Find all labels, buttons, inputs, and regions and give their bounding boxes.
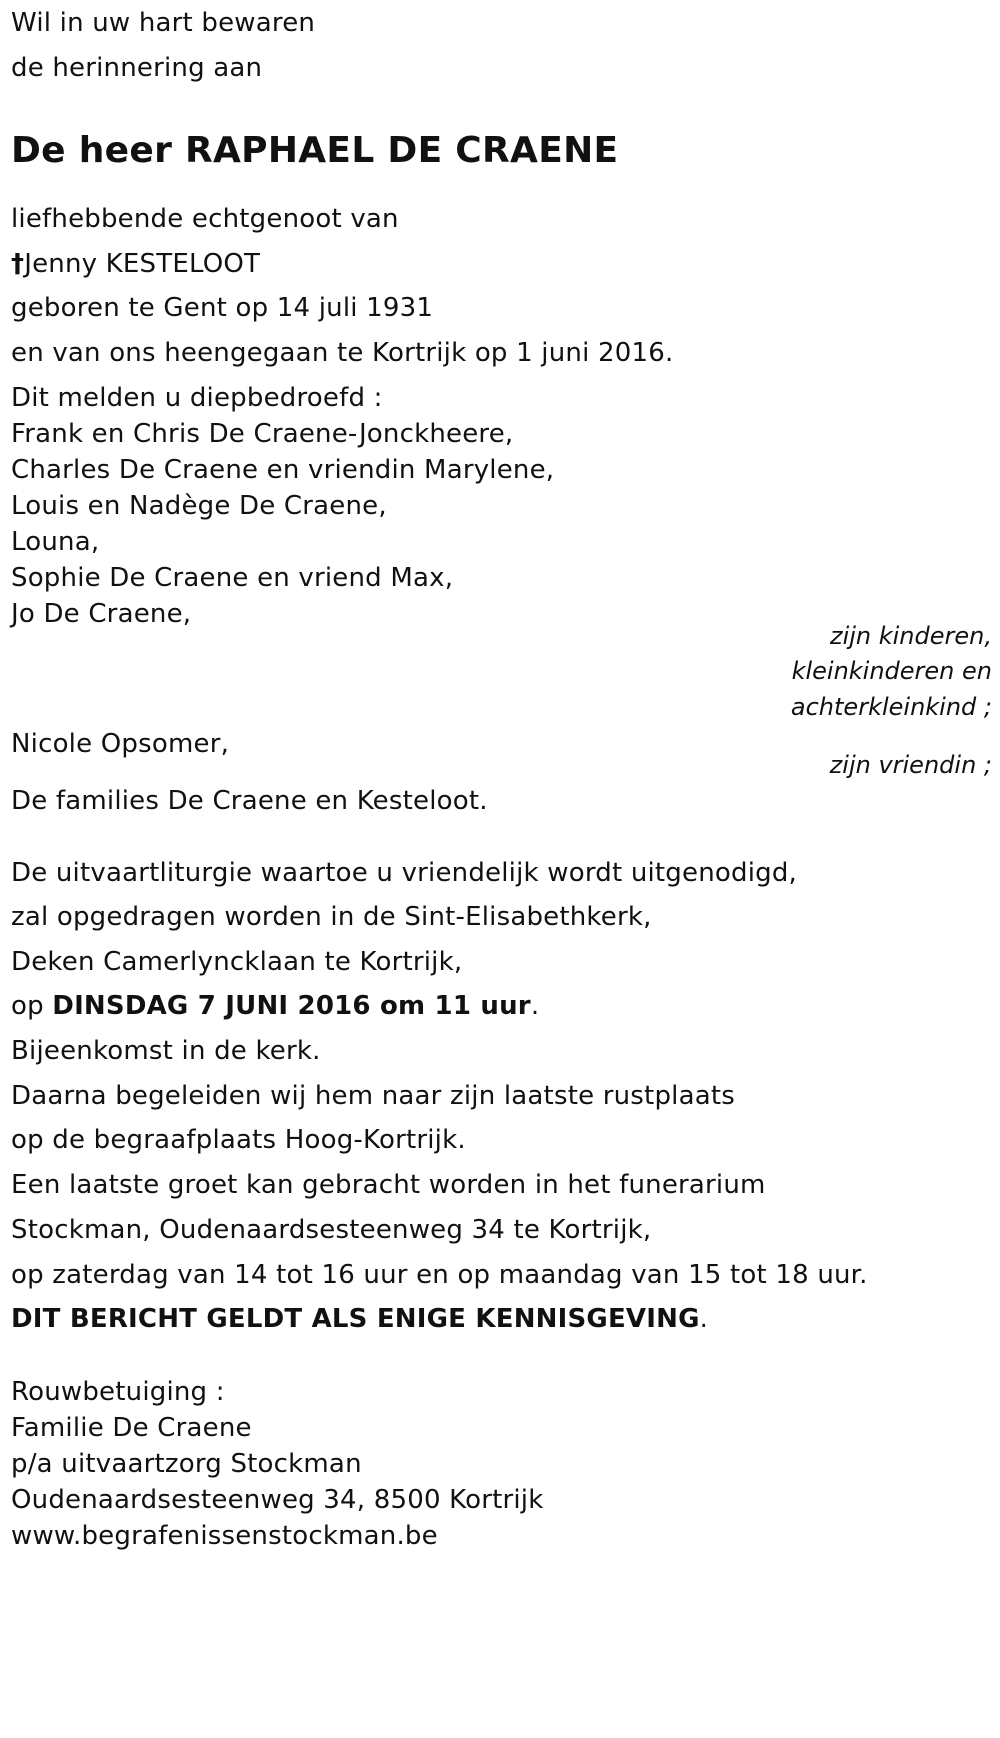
service-date-suffix: . [530,991,540,1021]
child-line: Louis en Nadège De Craene, [11,491,387,521]
service-line: zal opgedragen worden in de Sint-Elisabethkerk, [11,902,652,932]
child-line: Sophie De Craene en vriend Max, [11,563,454,593]
notice-text: DIT BERICHT GELDT ALS ENIGE KENNISGEVING [11,1304,700,1334]
service-line: op zaterdag van 14 tot 16 uur en op maandag van 15 tot 18 uur. [11,1260,868,1290]
service-line: Daarna begeleiden wij hem naar zijn laatste rustplaats [11,1081,735,1111]
child-line: Charles De Craene en vriendin Marylene, [11,455,555,485]
friend-role: zijn vriendin ; [829,751,992,779]
children-role-line: achterkleinkind ; [790,693,992,721]
children-role-line: kleinkinderen en [791,657,992,685]
children-role-line: zijn kinderen, [829,622,992,650]
website-link[interactable]: www.begrafenissenstockman.be [11,1521,438,1551]
condolences-line: Oudenaardsesteenweg 34, 8500 Kortrijk [11,1485,544,1515]
intro-line-1: Wil in uw hart bewaren [11,8,316,38]
service-date-line [11,990,539,1022]
service-line: Deken Camerlyncklaan te Kortrijk, [11,947,463,977]
birth-line: geboren te Gent op 14 juli 1931 [11,293,434,323]
child-line: Frank en Chris De Craene-Jonckheere, [11,419,514,449]
child-line: Jo De Craene, [11,599,192,629]
service-line: Stockman, Oudenaardsesteenweg 34 te Kortrijk, [11,1215,652,1245]
condolences-line: Rouwbetuiging : [11,1377,225,1407]
service-line: op de begraafplaats Hoog-Kortrijk. [11,1125,466,1155]
condolences-line: Familie De Craene [11,1413,252,1443]
condolences-line: p/a uitvaartzorg Stockman [11,1449,362,1479]
death-line: en van ons heengegaan te Kortrijk op 1 juni 2016. [11,338,674,368]
intro-line-2: de herinnering aan [11,53,263,83]
service-date: DINSDAG 7 JUNI 2016 om 11 uur [52,991,531,1021]
service-line: Een laatste groet kan gebracht worden in het funerarium [11,1170,766,1200]
cross-icon: † [11,249,25,279]
notice-suffix: . [699,1304,709,1334]
spouse-line [11,248,260,280]
notice-line [11,1303,708,1335]
service-line: De uitvaartliturgie waartoe u vriendelijk wordt uitgenodigd, [11,858,797,888]
families-line: De families De Craene en Kesteloot. [11,786,488,816]
service-date-prefix: op [11,991,53,1021]
service-line: Bijeenkomst in de kerk. [11,1036,321,1066]
friend-name: Nicole Opsomer, [11,729,230,759]
deceased-name: De heer RAPHAEL DE CRAENE [11,130,619,171]
spouse-name: Jenny KESTELOOT [24,249,261,279]
spouse-intro: liefhebbende echtgenoot van [11,204,399,234]
announcers-intro: Dit melden u diepbedroefd : [11,383,383,413]
child-line: Louna, [11,527,100,557]
